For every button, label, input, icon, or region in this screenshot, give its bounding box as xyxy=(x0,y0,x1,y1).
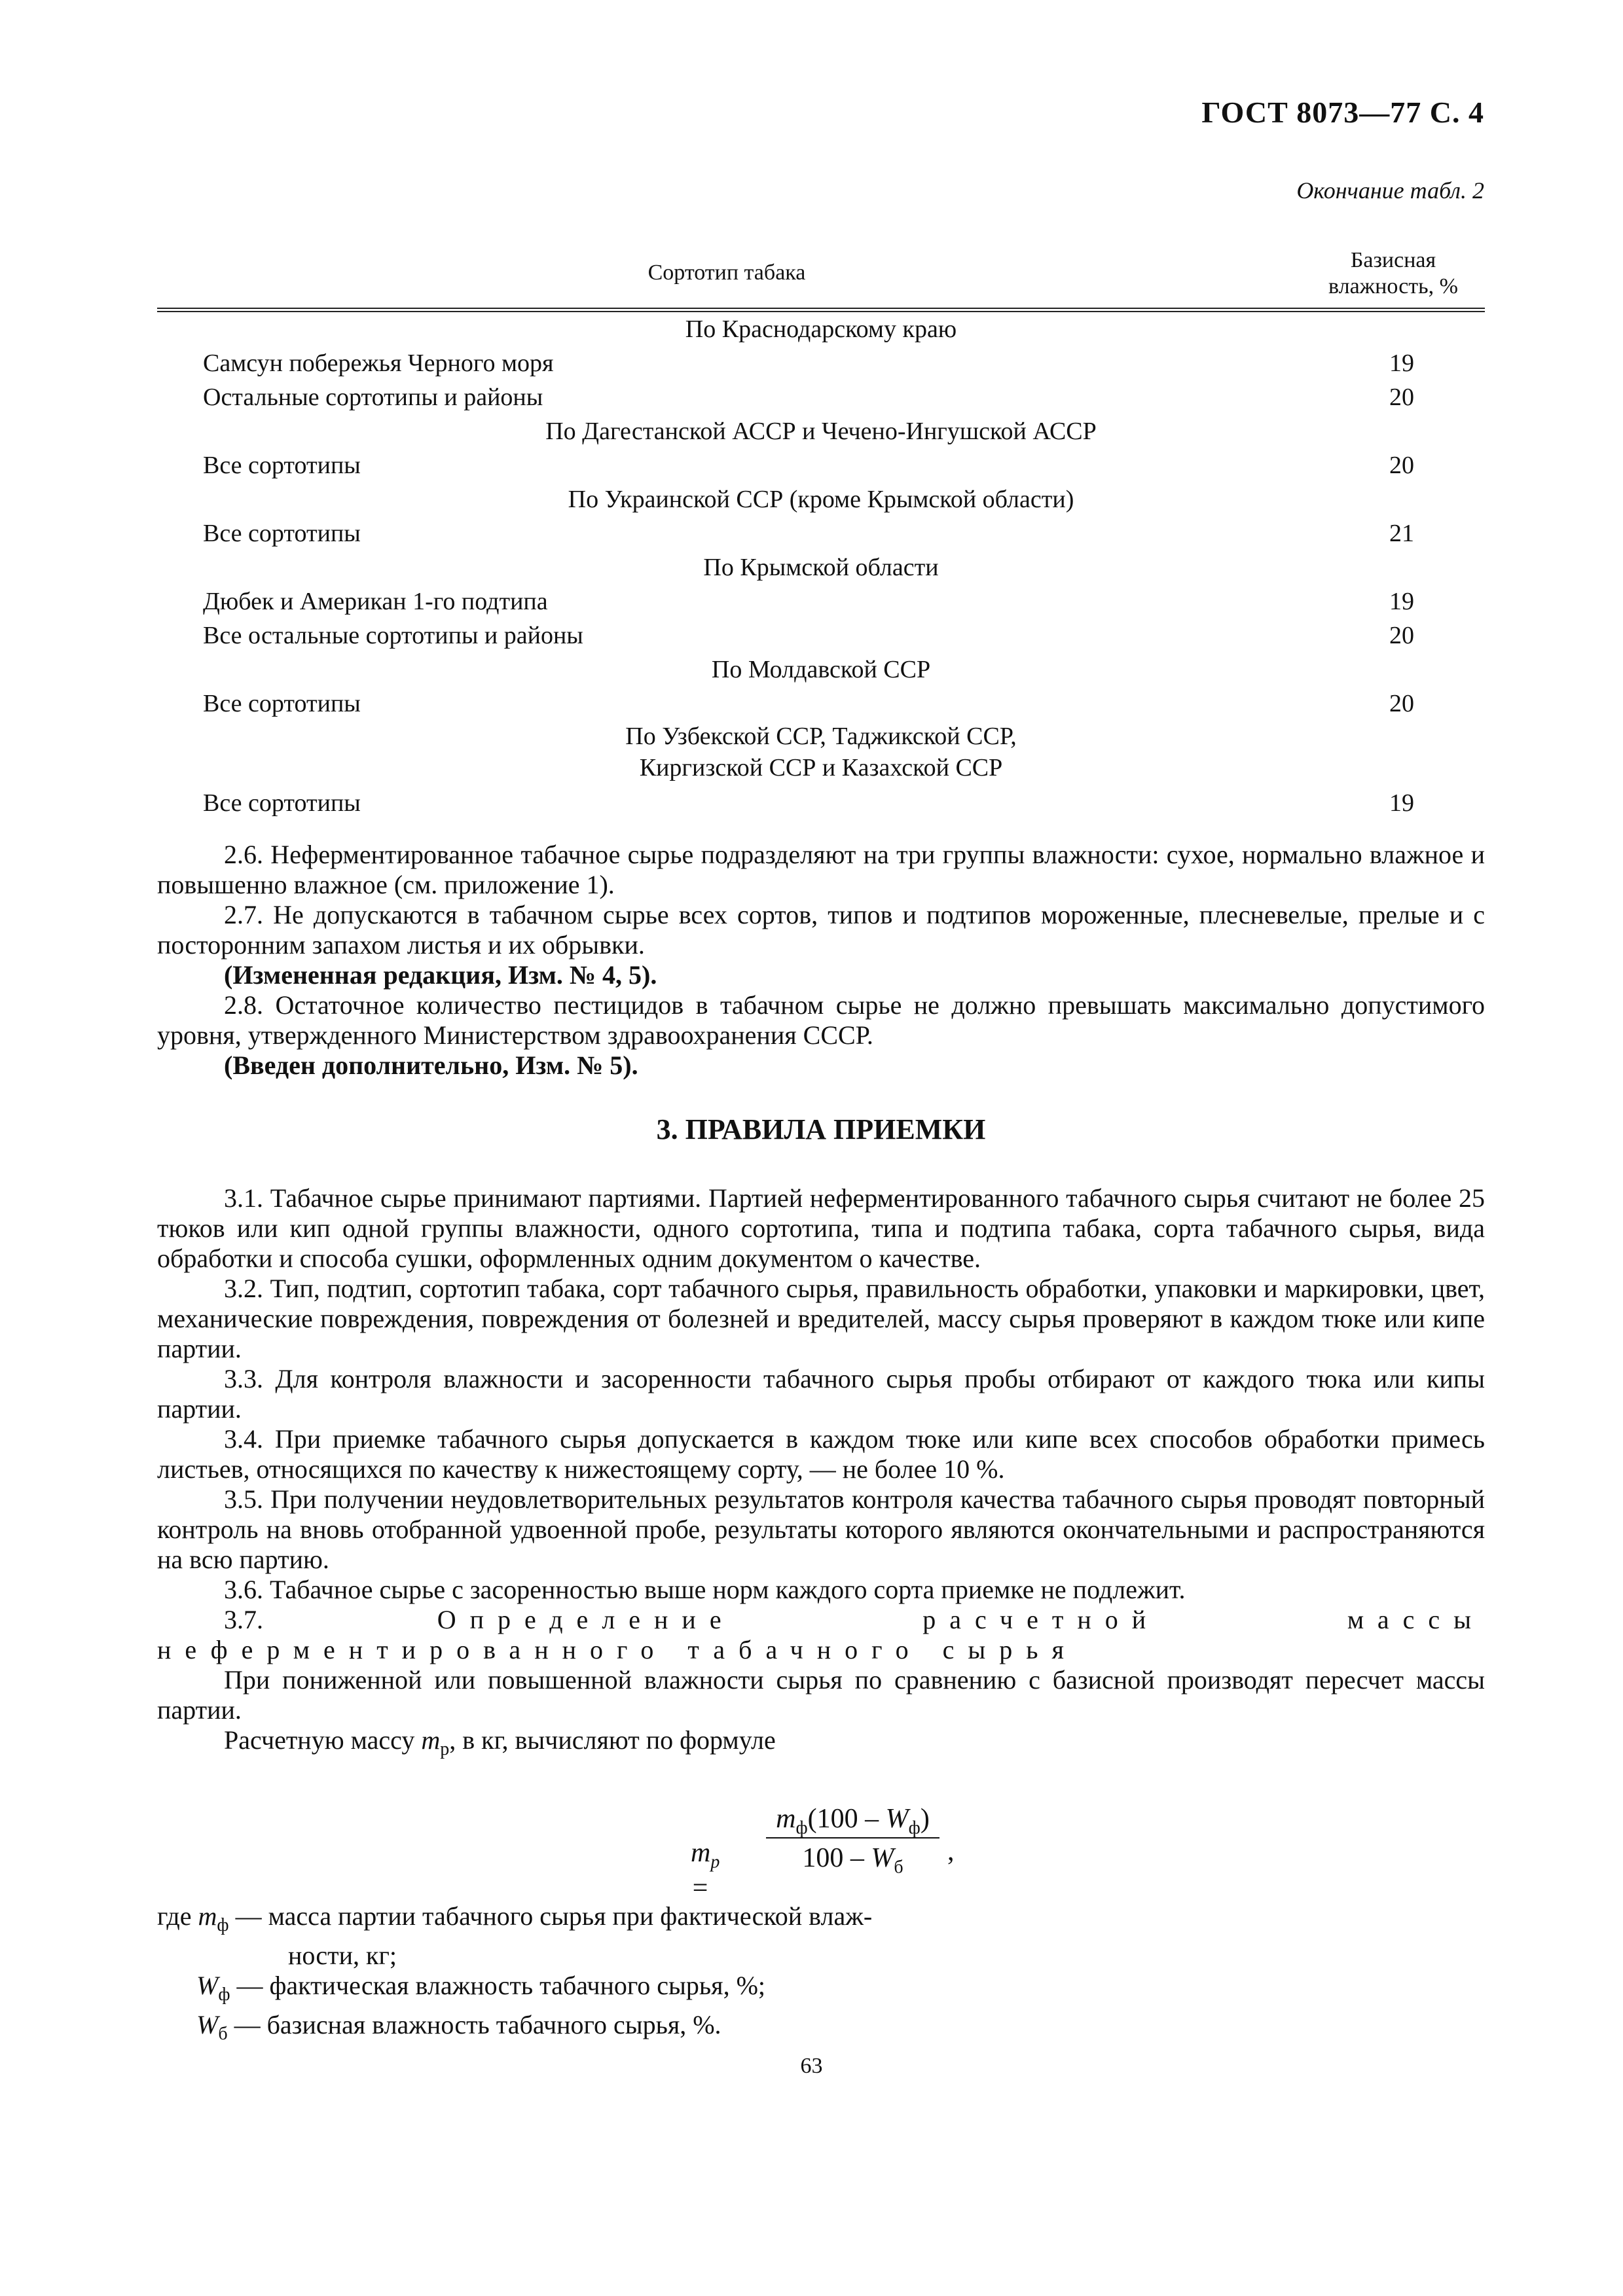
row-value: 19 xyxy=(1389,588,1414,615)
formula-intro-text-a: Расчетную массу xyxy=(224,1725,422,1755)
section-label: По Краснодарскому краю xyxy=(685,315,957,343)
row-label: Самсун побережья Черного моря xyxy=(203,350,554,377)
formula-intro xyxy=(157,1725,1485,1765)
paragraph-3-4: 3.4. При приемке табачного сырья допускается в каждом тюке или кипе всех способов обработки примесь листьев, относящихся по качеству к нижестоящему сорту, — не более 10 %. xyxy=(157,1424,1485,1484)
definition-m-f xyxy=(157,1901,872,1941)
paragraph-3-7-text: При пониженной или повышенной влажности сырья по сравнению с базисной производят пересчет массы партии. xyxy=(157,1665,1485,1725)
paragraph-3-3: 3.3. Для контроля влажности и засоренности табачного сырья пробы отбирают от каждого тюка или кипы партии. xyxy=(157,1364,1485,1424)
table-row xyxy=(157,380,1485,414)
section-label: По Дагестанской АССР и Чечено-Ингушской АССР xyxy=(545,418,1097,445)
symbol-m: m xyxy=(691,1838,711,1868)
row-value: 21 xyxy=(1389,520,1414,547)
paragraph-3-7-title: Определение расчетной массы неферментированного табачного сырья xyxy=(157,1605,1486,1664)
row-label: Все сортотипы xyxy=(203,520,361,547)
table-continuation-label: Окончание табл. 2 xyxy=(1296,177,1484,204)
symbol-sub-f: ф xyxy=(217,1915,229,1935)
row-label: Все сортотипы xyxy=(203,789,361,817)
table-section-row xyxy=(157,414,1485,448)
symbol-w: W xyxy=(885,1804,909,1834)
section-label: По Узбекской ССР, Таджикской ССР, xyxy=(625,723,1017,750)
formula-numerator xyxy=(766,1803,939,1837)
header-double-rule xyxy=(157,308,1485,312)
paragraph-3-1: 3.1. Табачное сырье принимают партиями. Партией неферментированного табачного сырья считают не более 25 тюков или кип одной группы влажности, одного сортотипа, типа и подтипа табака, сорта табачного сырья, вида обработки и способа сушки, оформленных одним документом о качестве. xyxy=(157,1183,1485,1273)
row-label: Все остальные сортотипы и районы xyxy=(203,622,583,649)
formula-intro-text-b: , в кг, вычисляют по формуле xyxy=(449,1725,776,1755)
symbol-sub-b: б xyxy=(894,1857,903,1878)
section-label: По Молдавской ССР xyxy=(711,656,931,683)
row-label: Все сортотипы xyxy=(203,690,361,717)
table-header xyxy=(157,242,1485,306)
row-value: 19 xyxy=(1389,350,1414,377)
symbol-sub-f: ф xyxy=(908,1818,921,1839)
paragraph-3-6: 3.6. Табачное сырье с засоренностью выше норм каждого сорта приемке не подлежит. xyxy=(224,1575,1186,1604)
symbol-sub-r: р xyxy=(440,1739,450,1759)
formula-denominator xyxy=(766,1842,939,1878)
column-header-moisture-line2: влажность, % xyxy=(1328,274,1458,298)
table-row xyxy=(157,687,1485,721)
paragraph-3-2: 3.2. Тип, подтип, сортотип табака, сорт табачного сырья, правильность обработки, упаковки и маркировки, цвет, механические повреждения, повреждения от болезней и вредителей, массу сырья проверяют в каждом тюке или кипе партии. xyxy=(157,1274,1485,1363)
row-value: 20 xyxy=(1389,452,1414,479)
column-header-type: Сортотип табака xyxy=(647,260,806,285)
row-label: Дюбек и Американ 1-го подтипа xyxy=(203,588,548,615)
definition-w-b-text: — базисная влажность табачного сырья, %. xyxy=(227,2010,721,2039)
formula-comma: , xyxy=(947,1837,955,1867)
table-section-row xyxy=(157,482,1485,516)
numerator-open: (100 – xyxy=(807,1804,886,1834)
definition-m-f-continued: ности, кг; xyxy=(288,1941,397,1970)
section-3-body xyxy=(157,1183,1485,1765)
definition-m-f-text: — масса партии табачного сырья при фактической влаж- xyxy=(228,1901,873,1931)
section-label: По Крымской области xyxy=(703,554,939,581)
section-label-line2: Киргизской ССР и Казахской ССР xyxy=(639,754,1003,781)
page-number: 63 xyxy=(800,2054,823,2078)
table-row xyxy=(157,346,1485,380)
row-label: Все сортотипы xyxy=(203,452,361,479)
symbol-m: m xyxy=(198,1901,217,1931)
paragraph-3-7-heading xyxy=(157,1605,1485,1665)
symbol-sub-b: б xyxy=(218,2024,228,2044)
section-3-heading: 3. ПРАВИЛА ПРИЕМКИ xyxy=(656,1113,986,1145)
denominator-prefix: 100 – xyxy=(802,1843,871,1873)
paragraph-3-5: 3.5. При получении неудовлетворительных результатов контроля качества табачного сырья проводят повторный контроль на вновь отобранной удвоенной пробе, результаты которого являются окончательными и распространяются на всю партию. xyxy=(157,1484,1485,1574)
formula-fraction xyxy=(766,1803,939,1878)
definition-w-f-text: — фактическая влажность табачного сырья, %; xyxy=(230,1971,766,2000)
table-row xyxy=(157,786,1485,820)
symbol-w: W xyxy=(871,1843,894,1873)
symbol-w: W xyxy=(196,1971,219,2000)
symbol-m: m xyxy=(776,1804,796,1834)
column-header-moisture-line1: Базисная xyxy=(1350,248,1436,272)
amendment-note-2-8: (Введен дополнительно, Изм. № 5). xyxy=(224,1050,638,1080)
where-label: где xyxy=(157,1901,198,1931)
table-section-row xyxy=(157,312,1485,346)
definition-w-f xyxy=(157,1971,872,2010)
row-value: 20 xyxy=(1389,622,1414,649)
symbol-m: m xyxy=(421,1725,441,1755)
document-header: ГОСТ 8073—77 С. 4 xyxy=(1201,96,1484,129)
table-row xyxy=(157,448,1485,482)
equals-sign: = xyxy=(691,1873,710,1904)
section-label: По Украинской ССР (кроме Крымской области) xyxy=(568,486,1074,513)
table-section-row xyxy=(157,721,1485,786)
paragraph-2-7: 2.7. Не допускаются в табачном сырье всех сортов, типов и подтипов мороженные, плесневелые, прелые и с посторонним запахом листья и их обрывки. xyxy=(157,900,1485,960)
paragraph-3-7-number: 3.7. xyxy=(224,1605,263,1634)
symbol-sub-f: ф xyxy=(795,1818,808,1839)
paragraph-2-6: 2.6. Неферментированное табачное сырье подразделяют на три группы влажности: сухое, нормально влажное и повышенно влажное (см. приложение 1). xyxy=(157,840,1485,899)
table-section-row xyxy=(157,550,1485,584)
numerator-close: ) xyxy=(920,1804,930,1834)
row-value: 20 xyxy=(1389,690,1414,717)
table-row xyxy=(157,584,1485,619)
table-section-row xyxy=(157,653,1485,687)
table-row xyxy=(157,619,1485,653)
definition-w-b xyxy=(157,2010,872,2049)
moisture-table xyxy=(157,242,1485,820)
table-row xyxy=(157,516,1485,550)
row-value: 19 xyxy=(1389,789,1414,817)
amendment-note-2-7: (Измененная редакция, Изм. № 4, 5). xyxy=(224,960,657,990)
symbol-sub-f: ф xyxy=(218,1984,230,2005)
paragraph-2-8: 2.8. Остаточное количество пестицидов в табачном сырье не должно превышать максимально допустимого уровня, утвержденного Министерством здравоохранения СССР. xyxy=(157,990,1485,1050)
formula-lhs xyxy=(691,1837,720,1904)
row-label: Остальные сортотипы и районы xyxy=(203,384,543,411)
symbol-w: W xyxy=(196,2010,219,2039)
formula-definitions xyxy=(157,1901,872,2049)
column-header-moisture xyxy=(1308,247,1478,300)
section-2-continued xyxy=(157,840,1485,1081)
symbol-sub-r: р xyxy=(710,1852,720,1873)
row-value: 20 xyxy=(1389,384,1414,411)
